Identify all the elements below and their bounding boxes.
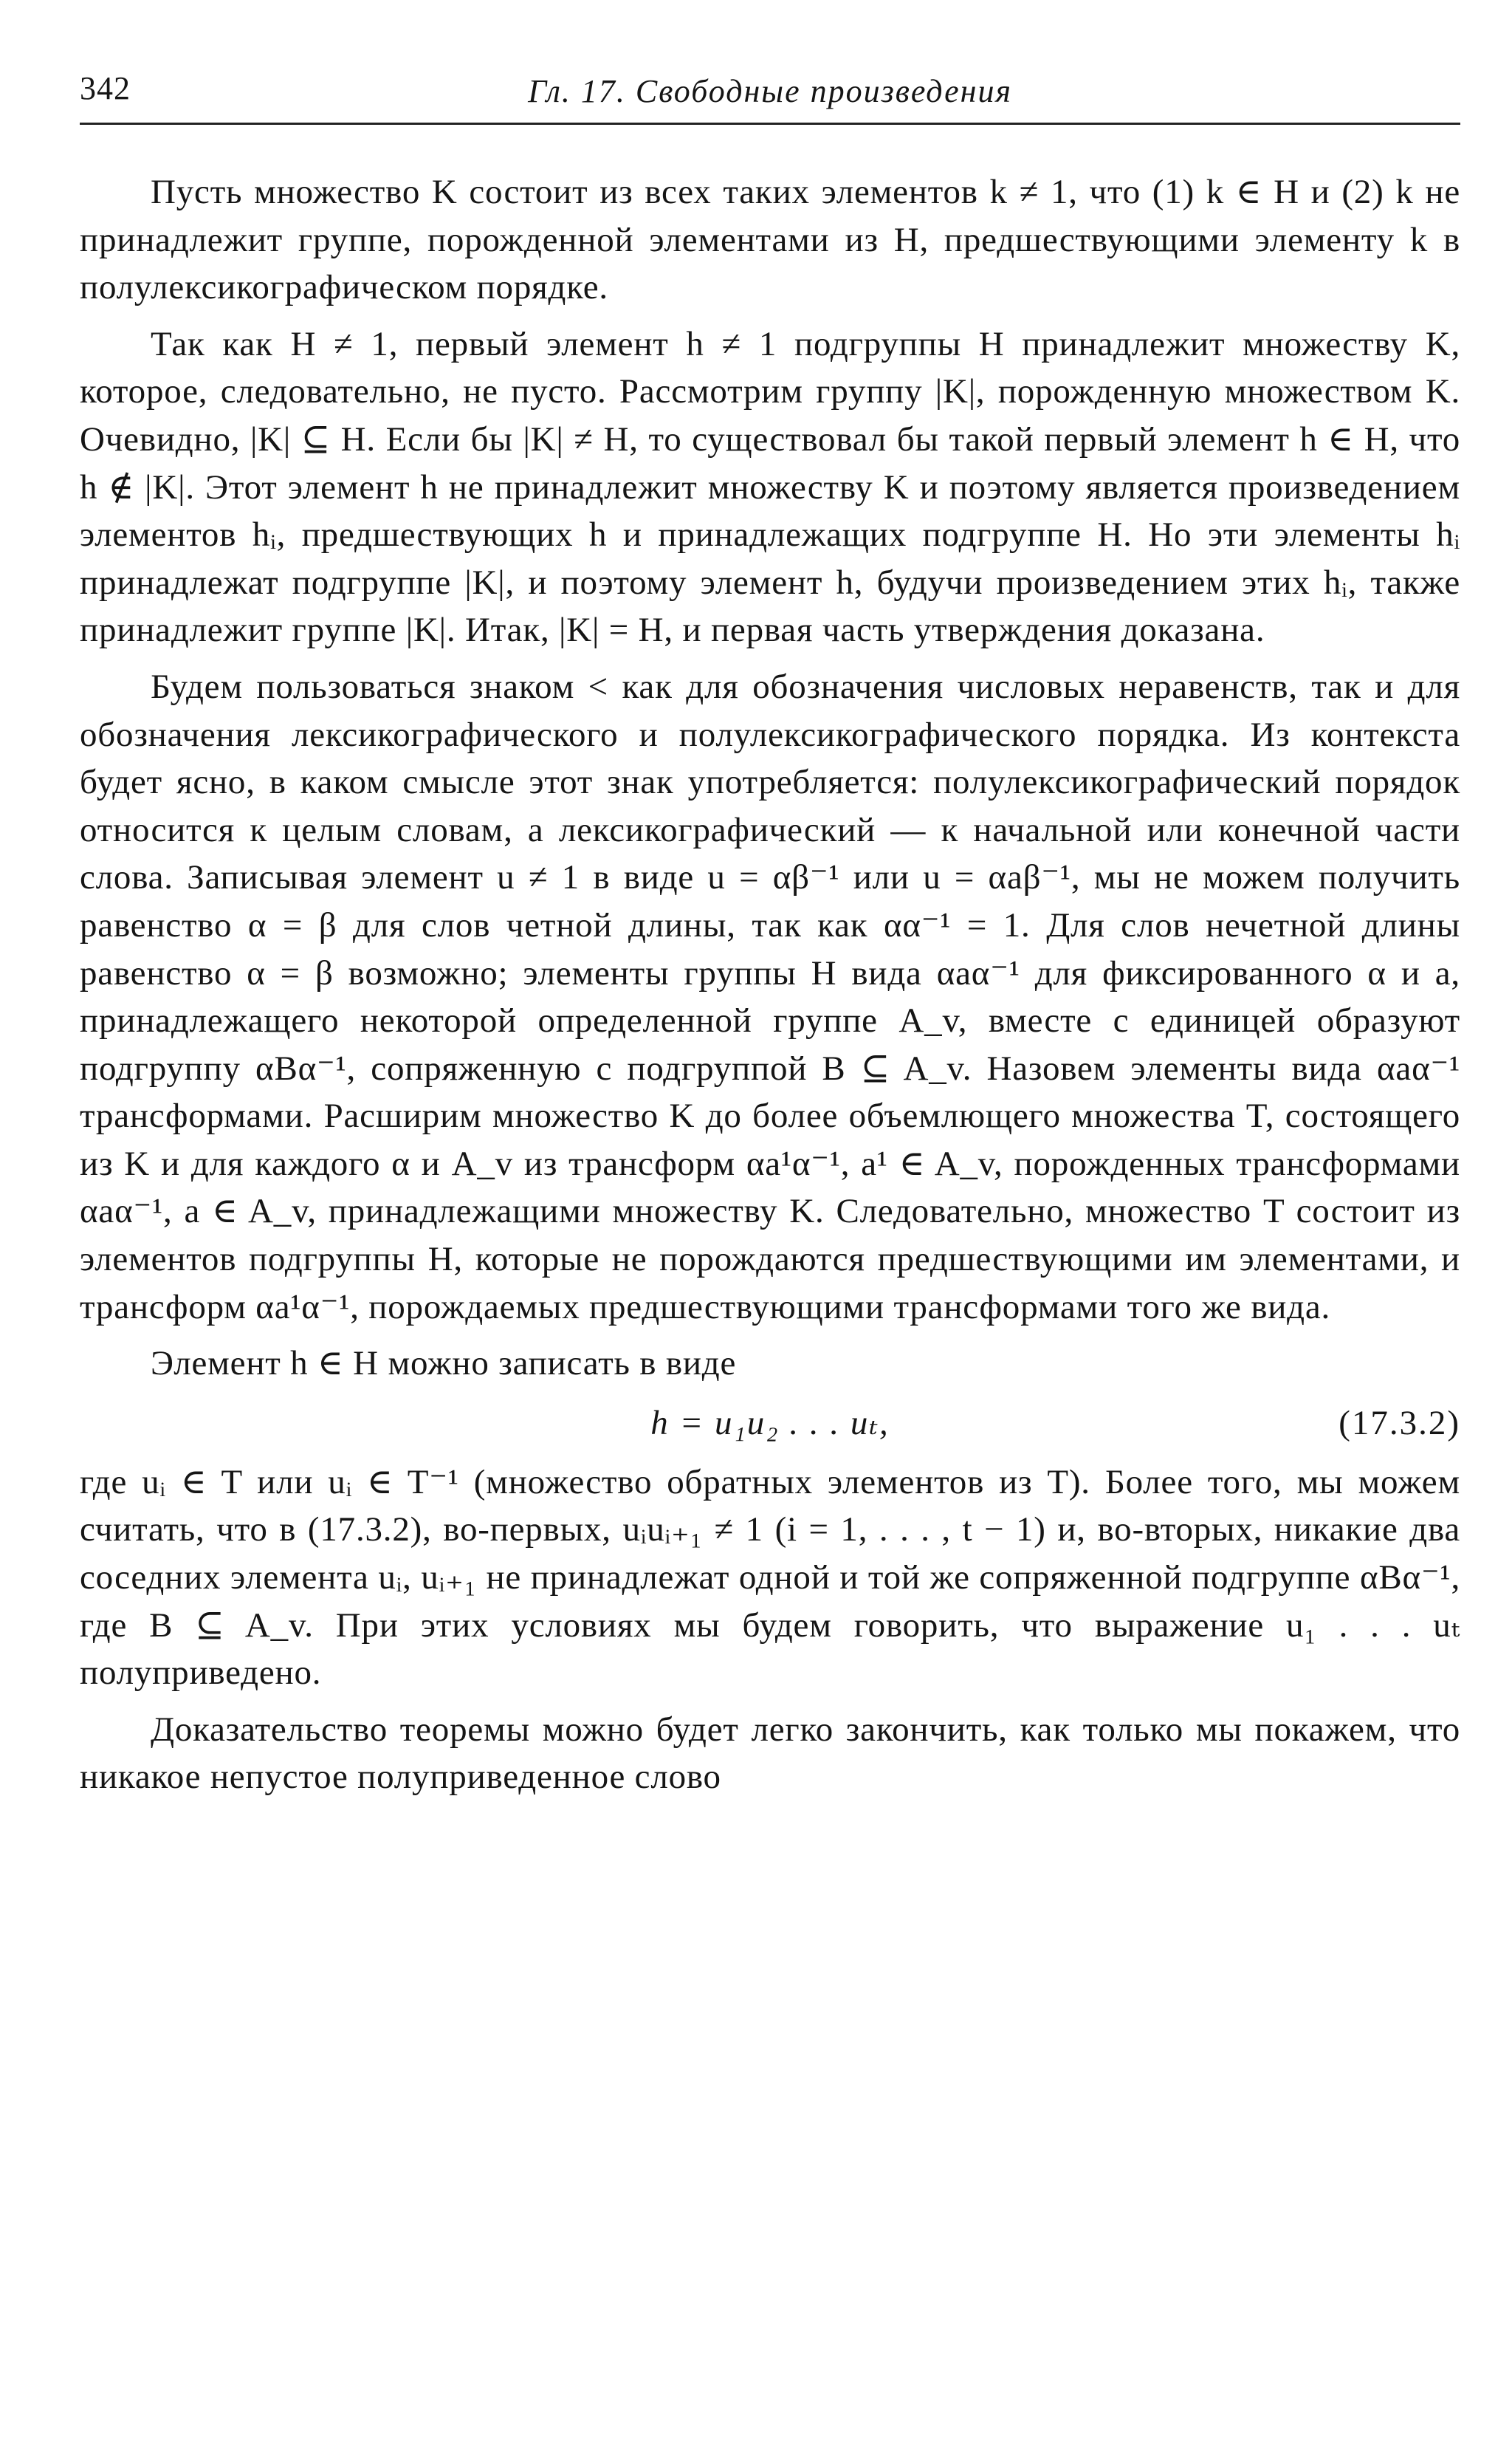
display-formula [80, 1396, 1460, 1451]
paragraph: Элемент h ∈ H можно записать в виде [151, 1344, 737, 1383]
paragraph: Пусть множество K состоит из всех таких элементов k ≠ 1, что (1) k ∈ H и (2) k не принадлежит группе, порожденной элементами из H, предшествующими элементу k в полулексикографическом порядке. [80, 173, 1460, 307]
running-title: Гл. 17. Свободные произведения [528, 73, 1012, 109]
page-number: 342 [80, 70, 131, 106]
paragraph: Так как H ≠ 1, первый элемент h ≠ 1 подгруппы H принадлежит множеству K, которое, следовательно, не пусто. Рассмотрим группу |K|, порожденную множеством K. Очевидно, |K| ⊆ H. Если бы |K| ≠ H, то существовал бы такой первый элемент h ∈ H, что h ∉ |K|. Этот элемент h не принадлежит множеству K и поэтому является произведением элементов hᵢ, предшествующих h и принадлежащих подгруппе H. Но эти элементы hᵢ принадлежат подгруппе |K|, и поэтому элемент h, будучи произведением этих hᵢ, также принадлежит группе |K|. Итак, |K| = H, и первая часть утверждения доказана. [80, 324, 1460, 650]
page-body [80, 168, 1460, 1810]
paragraph: Доказательство теоремы можно будет легко закончить, как только мы покажем, что никакое непустое полуприведенное слово [80, 1710, 1460, 1797]
equation-number: (17.3.2) [1339, 1403, 1460, 1442]
formula-expression: h = u₁u₂ . . . uₜ, [650, 1403, 890, 1442]
paragraph: где uᵢ ∈ T или uᵢ ∈ T⁻¹ (множество обратных элементов из T). Более того, мы можем считать, что в (17.3.2), во-первых, uᵢuᵢ₊₁ ≠ 1 (i = 1, . . . , t − 1) и, во-вторых, никакие два соседних элемента uᵢ, uᵢ₊₁ не принадлежат одной и той же сопряженной подгруппе αBα⁻¹, где B ⊆ A_v. При этих условиях мы будем говорить, что выражение u₁ . . . uₜ полуприведено. [80, 1462, 1460, 1693]
paragraph: Будем пользоваться знаком < как для обозначения числовых неравенств, так и для обозначения лексикографического и полулексикографического порядка. Из контекста будет ясно, в каком смысле этот знак употребляется: полулексикографический порядок относится к целым словам, а лексикографический — к начальной или конечной части слова. Записывая элемент u ≠ 1 в виде u = αβ⁻¹ или u = αaβ⁻¹, мы не можем получить равенство α = β для слов четной длины, так как αα⁻¹ = 1. Для слов нечетной длины равенство α = β возможно; элементы группы H вида αaα⁻¹ для фиксированного α и a, принадлежащего некоторой определенной группе A_v, вместе с единицей образуют подгруппу αBα⁻¹, сопряженную с подгруппой B ⊆ A_v. Назовем элементы вида αaα⁻¹ трансформами. Расширим множество K до более объемлющего множества T, состоящего из K и для каждого α и A_v из трансформ αa¹α⁻¹, a¹ ∈ A_v, порожденных трансформами αaα⁻¹, a ∈ A_v, принадлежащими множеству K. Следовательно, множество T состоит из элементов подгруппы H, которые не порождаются предшествующими им элементами, и трансформ αa¹α⁻¹, порождаемых предшествующими трансформами того же вида. [80, 667, 1460, 1326]
page-header [80, 64, 1460, 125]
